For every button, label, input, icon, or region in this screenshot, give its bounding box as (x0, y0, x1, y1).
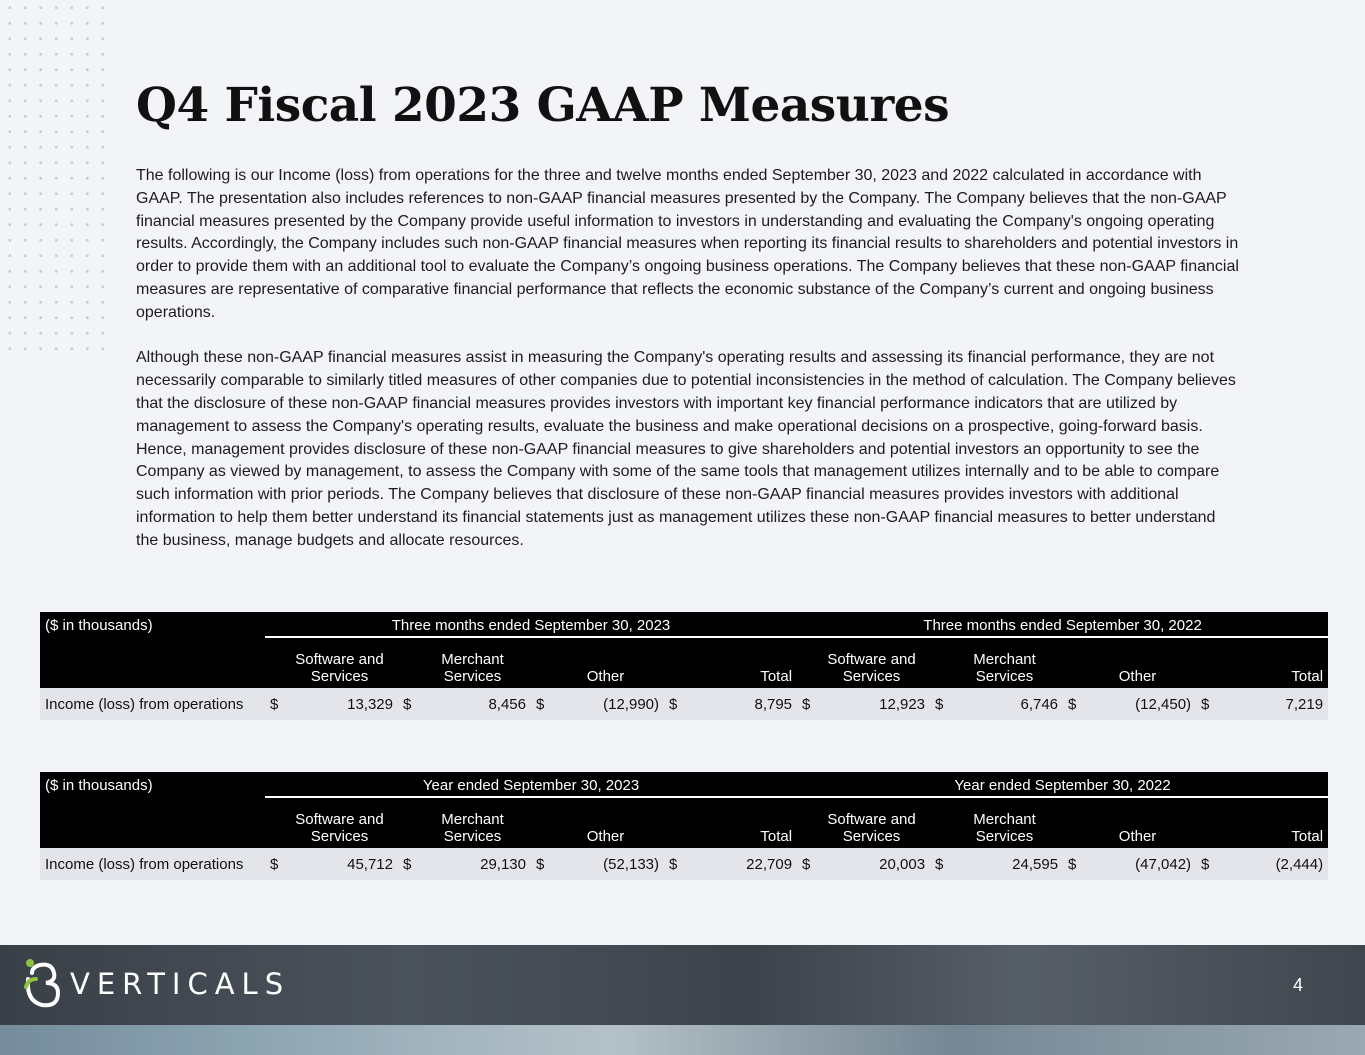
footer-bar (0, 945, 1365, 1055)
value-cell: (2,444) (1212, 848, 1328, 880)
value-cell: 7,219 (1212, 688, 1328, 720)
currency-symbol: $ (797, 688, 813, 720)
i3-logo-icon (22, 957, 64, 1011)
currency-symbol: $ (1063, 848, 1079, 880)
three-months-income-table (40, 612, 1328, 720)
currency-symbol: $ (930, 848, 946, 880)
currency-symbol: $ (1196, 848, 1212, 880)
currency-symbol: $ (531, 848, 547, 880)
value-cell: 29,130 (414, 848, 531, 880)
brand-name: VERTICALS (70, 967, 291, 1001)
unit-label: ($ in thousands) (40, 772, 265, 798)
column-header: Total (1212, 638, 1328, 688)
value-cell: (12,990) (547, 688, 664, 720)
currency-symbol: $ (1196, 688, 1212, 720)
currency-symbol: $ (265, 848, 281, 880)
value-cell: 8,795 (680, 688, 797, 720)
value-cell: (47,042) (1079, 848, 1196, 880)
header-spacer (40, 638, 265, 688)
currency-symbol: $ (664, 688, 680, 720)
column-header: Other (1079, 638, 1196, 688)
currency-symbol: $ (398, 848, 414, 880)
value-cell: 22,709 (680, 848, 797, 880)
currency-symbol: $ (930, 688, 946, 720)
currency-symbol: $ (1063, 688, 1079, 720)
column-header: Merchant Services (946, 638, 1063, 688)
column-header: Other (547, 638, 664, 688)
period-header-current: Three months ended September 30, 2023 (265, 612, 797, 638)
column-header: Merchant Services (414, 638, 531, 688)
value-cell: 6,746 (946, 688, 1063, 720)
row-label: Income (loss) from operations (40, 848, 265, 880)
value-cell: 24,595 (946, 848, 1063, 880)
value-cell: (12,450) (1079, 688, 1196, 720)
value-cell: 20,003 (813, 848, 930, 880)
column-header: Merchant Services (946, 798, 1063, 848)
period-header-current: Year ended September 30, 2023 (265, 772, 797, 798)
page-number: 4 (1292, 975, 1303, 995)
paragraph-disclosure: Although these non-GAAP financial measures assist in measuring the Company's operating results and assessing its financial performance, they are not necessarily comparable to similarly titled measures of other companies due to potential inconsistencies in the method of calculation. The Company believes that the disclosure of these non-GAAP financial measures provides investors with important key financial performance indicators that are utilized by management to assess the Company's operating results, evaluate the business and make operational decisions on a prospective, going-forward basis. Hence, management provides disclosure of these non-GAAP financial measures to give shareholders and potential investors an opportunity to see the Company as viewed by management, to assess the Company with some of the same tools that management utilizes internally and to be able to compare such information with prior periods. The Company believes that disclosure of these non-GAAP financial measures provides investors with additional information to help them better understand its financial statements just as management utilizes these non-GAAP financial measures to better understand the business, manage budgets and allocate resources. (136, 349, 1236, 549)
value-cell: (52,133) (547, 848, 664, 880)
value-cell: 45,712 (281, 848, 398, 880)
column-header: Merchant Services (414, 798, 531, 848)
value-cell: 8,456 (414, 688, 531, 720)
column-header: Total (680, 798, 797, 848)
column-header: Total (680, 638, 797, 688)
period-header-prior: Three months ended September 30, 2022 (797, 612, 1328, 638)
column-header: Software and Services (281, 798, 398, 848)
row-label: Income (loss) from operations (40, 688, 265, 720)
column-header: Total (1212, 798, 1328, 848)
currency-symbol: $ (664, 848, 680, 880)
currency-symbol: $ (531, 688, 547, 720)
company-logo (22, 957, 290, 1011)
body-text (136, 165, 1242, 553)
currency-symbol: $ (398, 688, 414, 720)
value-cell: 13,329 (281, 688, 398, 720)
header-spacer (40, 798, 265, 848)
column-header: Software and Services (813, 638, 930, 688)
year-ended-income-table (40, 772, 1328, 880)
currency-symbol: $ (797, 848, 813, 880)
column-header: Other (547, 798, 664, 848)
paragraph-intro: The following is our Income (loss) from operations for the three and twelve months ended September 30, 2023 and 2022 calculated in accordance with GAAP. The presentation also includes references to non-GAAP financial measures presented by the Company. The Company believes that the non-GAAP financial measures presented by the Company provide useful information to investors in understanding and evaluating the Company's ongoing operating results. Accordingly, the Company includes such non-GAAP financial measures when reporting its financial results to shareholders and potential investors in order to provide them with an additional tool to evaluate the Company’s ongoing business operations. The Company believes that these non-GAAP financial measures are representative of comparative financial performance that reflects the economic substance of the Company’s current and ongoing business operations. (136, 167, 1239, 321)
period-header-prior: Year ended September 30, 2022 (797, 772, 1328, 798)
column-header: Software and Services (281, 638, 398, 688)
page-title: Q4 Fiscal 2023 GAAP Measures (136, 78, 950, 133)
currency-symbol: $ (265, 688, 281, 720)
decorative-dot-grid (0, 0, 110, 350)
value-cell: 12,923 (813, 688, 930, 720)
unit-label: ($ in thousands) (40, 612, 265, 638)
column-header: Other (1079, 798, 1196, 848)
footer-image-strip (0, 1025, 1365, 1055)
column-header: Software and Services (813, 798, 930, 848)
